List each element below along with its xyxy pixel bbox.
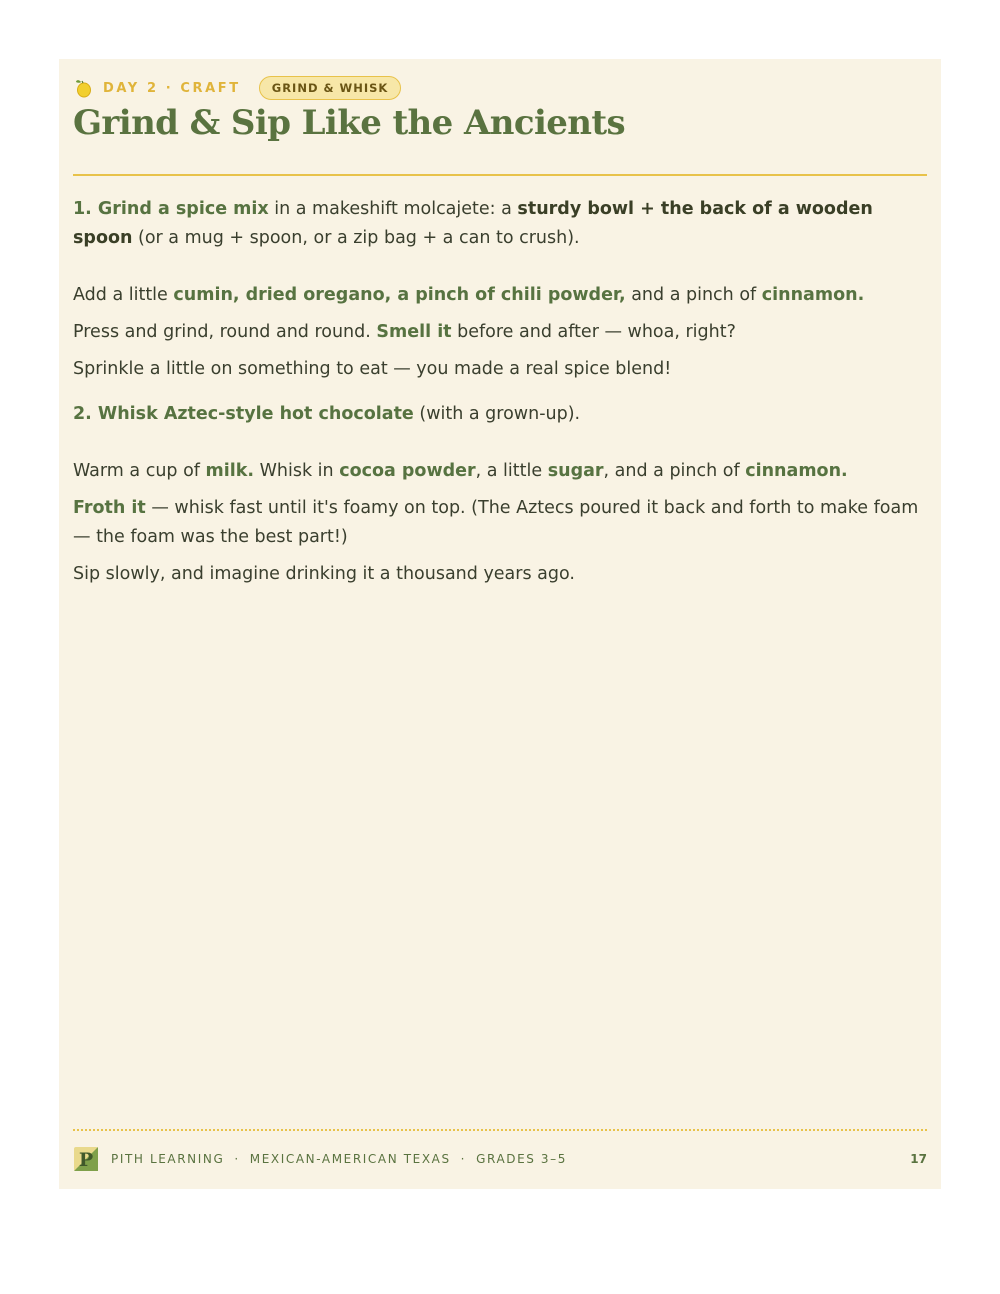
lemon-icon [75, 78, 93, 98]
step-1-label: 1. Grind a spice mix [73, 199, 269, 219]
footer [73, 1146, 927, 1172]
spice-ingredients: cumin, dried oregano, a pinch of chili powder, [173, 285, 626, 305]
froth-text: — whisk fast until it's foamy on top. (The Aztecs poured it back and forth to make foam — the foam was the best part!) [73, 498, 919, 547]
footer-divider [73, 1129, 927, 1131]
cinnamon: cinnamon. [745, 461, 848, 481]
press-text: Press and grind, round and round. [73, 322, 377, 342]
spice-text: Add a little [73, 285, 174, 305]
footer-separator: · [234, 1152, 240, 1166]
footer-grades: GRADES 3–5 [476, 1152, 567, 1166]
pith-logo-icon [73, 1146, 99, 1172]
eyebrow-label: DAY 2 · CRAFT [103, 80, 241, 96]
activity-tag: GRIND & WHISK [259, 76, 402, 100]
warm-text: Warm a cup of [73, 461, 206, 481]
sprinkle-line: Sprinkle a little on something to eat — you made a real spice blend! [73, 359, 672, 379]
press-text-2: before and after — whoa, right? [451, 322, 736, 342]
step-1-paragraph [73, 195, 933, 253]
instructions [73, 195, 933, 589]
step-1-alternatives: (or a mug + spoon, or a zip bag + a can to crush). [132, 228, 580, 248]
spice-line [73, 281, 933, 310]
spice-cinnamon: cinnamon. [761, 285, 865, 305]
sip-line: Sip slowly, and imagine drinking it a thousand years ago. [73, 564, 575, 584]
title-divider [73, 174, 927, 176]
smell-it: Smell it [376, 322, 452, 342]
step-2-label: 2. Whisk Aztec-style hot chocolate [73, 404, 414, 424]
press-line [73, 318, 933, 347]
froth-it: Froth it [73, 498, 146, 518]
warm-text-3: , a little [475, 461, 548, 481]
page-title: Grind & Sip Like the Ancients [73, 103, 626, 143]
warm-text-2: Whisk in [254, 461, 340, 481]
step-2-text: (with a grown-up). [413, 404, 581, 424]
worksheet-page [59, 59, 941, 1189]
step-2-paragraph [73, 400, 933, 429]
footer-unit: MEXICAN-AMERICAN TEXAS [249, 1152, 451, 1166]
cocoa-powder: cocoa powder [339, 461, 476, 481]
spice-text-2: and a pinch of [625, 285, 762, 305]
footer-brand: PITH LEARNING [111, 1152, 225, 1166]
svg-text:P: P [78, 1149, 94, 1171]
footer-separator: · [460, 1152, 467, 1166]
page-number: 17 [910, 1152, 927, 1166]
step-1-text: in a makeshift molcajete: a [268, 199, 518, 219]
froth-line [73, 494, 933, 552]
step-1-tools: sturdy bowl + the back of a wooden spoon [73, 199, 873, 248]
milk: milk. [205, 461, 255, 481]
sugar: sugar [547, 461, 604, 481]
warm-text-4: , and a pinch of [603, 461, 746, 481]
header-row [75, 75, 401, 101]
warm-line [73, 457, 933, 486]
